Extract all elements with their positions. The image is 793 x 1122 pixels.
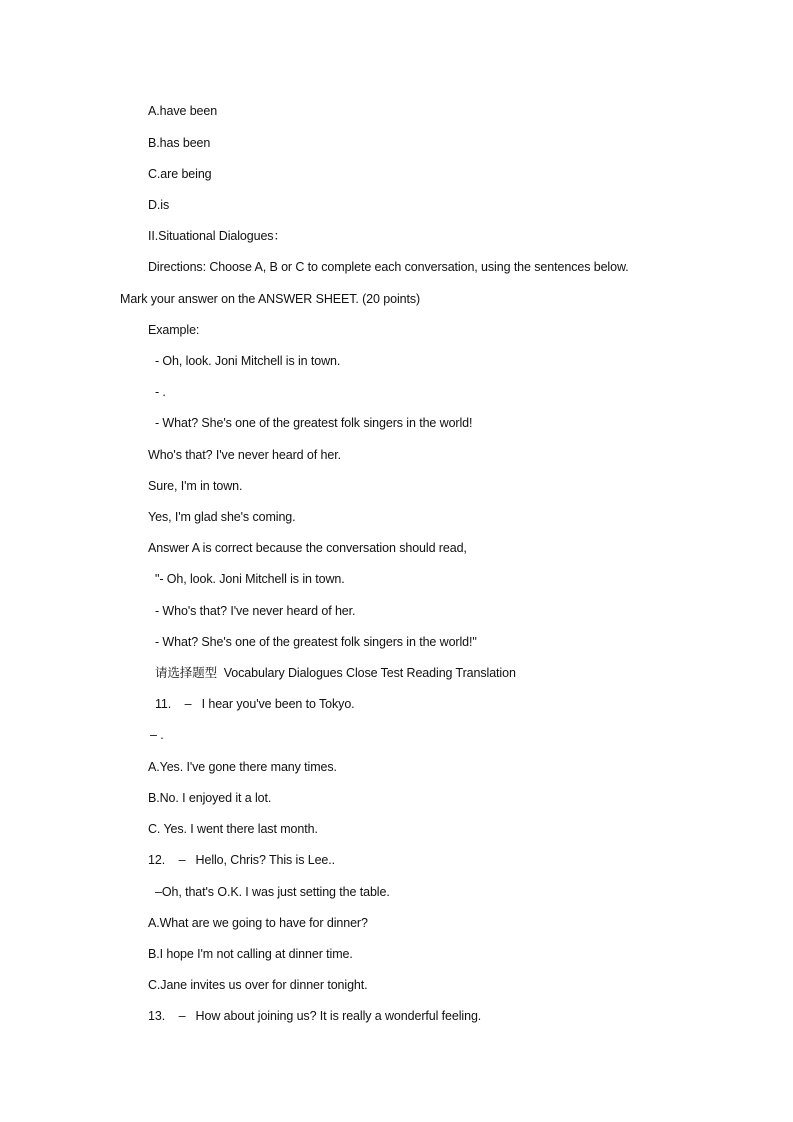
section-heading: II.Situational Dialogues：	[148, 229, 286, 243]
question-11: 11. – I hear you've been to Tokyo.	[155, 697, 355, 711]
question-11-option-b: B.No. I enjoyed it a lot.	[148, 791, 272, 805]
question-12-option-b: B.I hope I'm not calling at dinner time.	[148, 947, 353, 961]
question-12-response: –Oh, that's O.K. I was just setting the table.	[155, 885, 390, 899]
example-answer-line: "- Oh, look. Joni Mitchell is in town.	[155, 572, 345, 586]
directions-text: Directions: Choose A, B or C to complete each conversation, using the sentences below.	[148, 260, 629, 274]
example-label: Example:	[148, 323, 200, 337]
question-11-option-a: A.Yes. I've gone there many times.	[148, 760, 337, 774]
example-line: - Oh, look. Joni Mitchell is in town.	[155, 354, 341, 368]
example-answer-line: - What? She's one of the greatest folk singers in the world!"	[155, 635, 477, 649]
question-12-option-a: A.What are we going to have for dinner?	[148, 916, 368, 930]
example-line: - .	[155, 385, 166, 399]
example-choice: Yes, I'm glad she's coming.	[148, 510, 296, 524]
option-a: A.have been	[148, 104, 218, 118]
option-b: B.has been	[148, 136, 211, 150]
question-11-option-c: C. Yes. I went there last month.	[148, 822, 318, 836]
example-choice: Sure, I'm in town.	[148, 479, 243, 493]
question-type-selector: 请选择题型 Vocabulary Dialogues Close Test Reading Translation	[155, 666, 516, 680]
question-11-response: – .	[150, 728, 164, 742]
option-d: D.is	[148, 198, 170, 212]
question-13: 13. – How about joining us? It is really a wonderful feeling.	[148, 1009, 482, 1023]
option-c: C.are being	[148, 167, 212, 181]
question-12-option-c: C.Jane invites us over for dinner tonight.	[148, 978, 368, 992]
example-line: - What? She's one of the greatest folk singers in the world!	[155, 416, 473, 430]
answer-explanation: Answer A is correct because the conversation should read,	[148, 541, 467, 555]
question-12: 12. – Hello, Chris? This is Lee..	[148, 853, 336, 867]
example-choice: Who's that? I've never heard of her.	[148, 448, 341, 462]
directions-text-continued: Mark your answer on the ANSWER SHEET. (20 points)	[120, 292, 421, 306]
example-answer-line: - Who's that? I've never heard of her.	[155, 604, 356, 618]
